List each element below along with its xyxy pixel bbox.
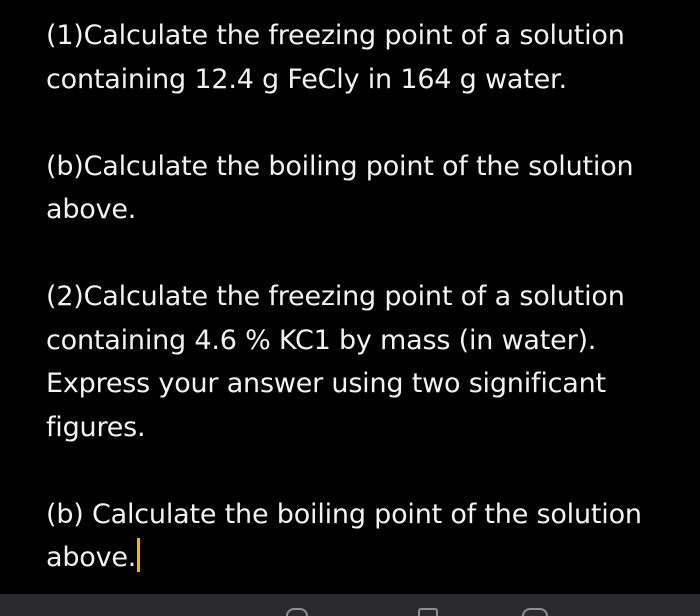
note-line: containing 4.6 % KC1 by mass (in water). — [46, 324, 597, 356]
question-1b — [46, 145, 686, 232]
note-line: containing 12.4 g FeCly in 164 g water. — [46, 63, 567, 95]
note-line-text: above. — [46, 542, 137, 573]
question-1a — [46, 14, 686, 101]
toolbar-icon-left[interactable] — [286, 608, 308, 616]
note-line: above. — [46, 194, 137, 225]
toolbar-icon-middle[interactable] — [418, 608, 438, 616]
note-line: Express your answer using two significant — [46, 368, 606, 399]
question-2a — [46, 275, 686, 449]
question-2b — [46, 493, 686, 580]
note-line-with-caret — [46, 536, 686, 580]
note-line: (b) Calculate the boiling point of the solution — [46, 498, 642, 530]
note-line: (2)Calculate the freezing point of a solution — [46, 281, 625, 312]
bottom-toolbar — [0, 594, 700, 616]
toolbar-icon-right[interactable] — [522, 608, 548, 616]
note-line: (b)Calculate the boiling point of the solution — [46, 150, 634, 182]
text-caret — [137, 538, 140, 572]
note-line: figures. — [46, 411, 146, 443]
note-body[interactable] — [46, 14, 686, 580]
note-line: (1)Calculate the freezing point of a solution — [46, 20, 625, 51]
